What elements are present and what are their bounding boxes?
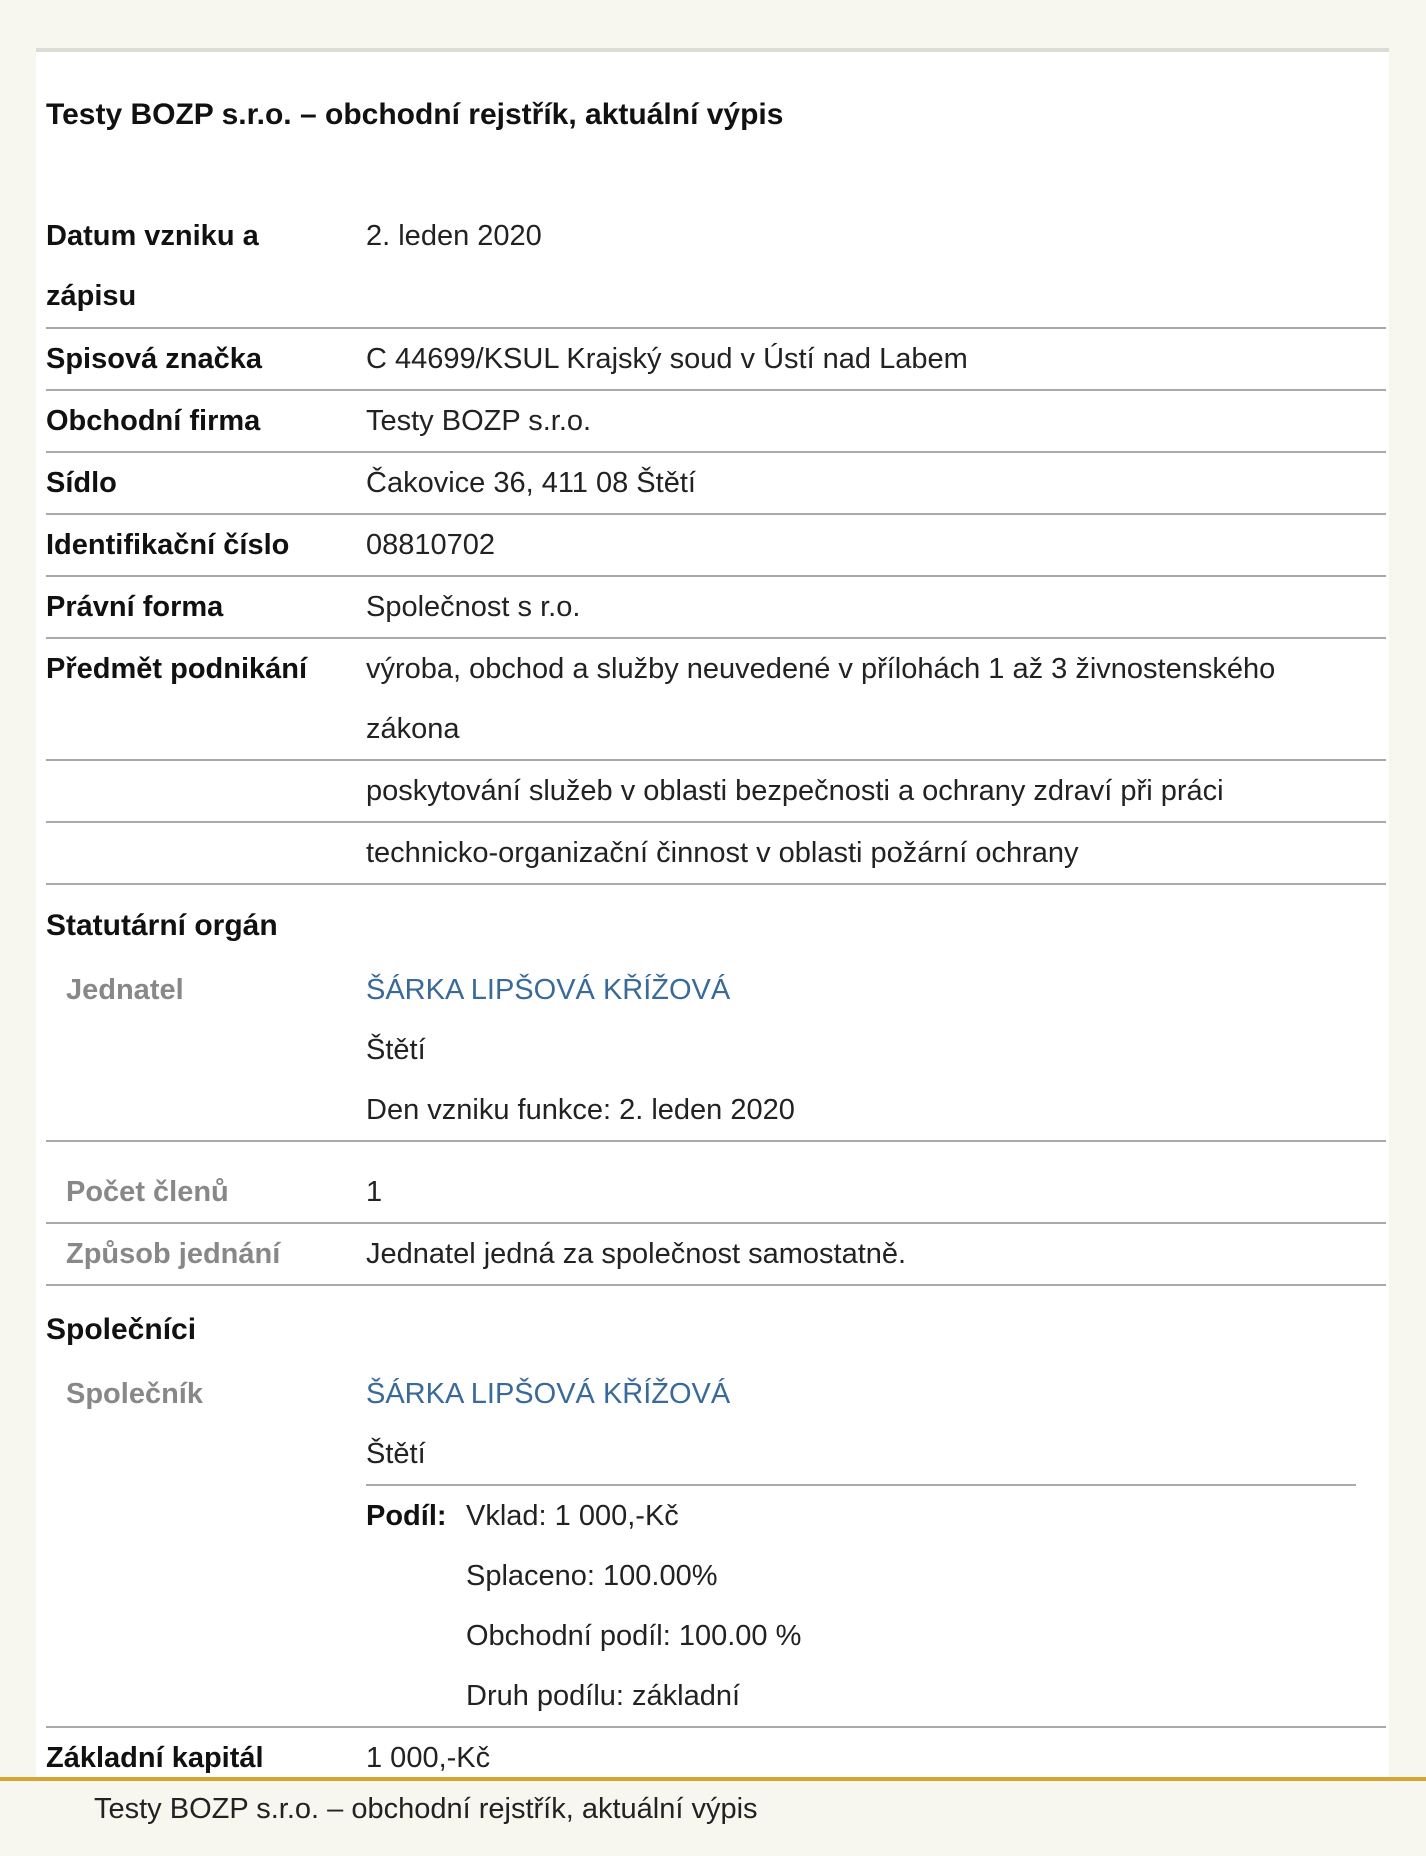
label-pocet-clenu: Počet členů xyxy=(66,1176,229,1208)
row-datum-vzniku xyxy=(46,204,1386,329)
section-spolecnici: Společníci xyxy=(46,1313,197,1346)
label-predmet-podnikani: Předmět podnikání xyxy=(46,653,308,685)
value-zakladni-kapital: 1 000,-Kč xyxy=(366,1742,491,1774)
value-splaceno: Splaceno: 100.00% xyxy=(466,1560,718,1592)
section-statutarni-organ: Statutární orgán xyxy=(46,909,278,942)
value-predmet-item3: technicko-organizační činnost v oblasti požární ochrany xyxy=(366,837,1079,869)
page-footer xyxy=(0,1777,1426,1856)
row-predmet-item3 xyxy=(46,823,1386,885)
row-identifikacni-cislo xyxy=(46,515,1386,577)
value-identifikacni-cislo: 08810702 xyxy=(366,529,496,561)
label-zpusob-jednani: Způsob jednání xyxy=(66,1238,281,1270)
label-zakladni-kapital: Základní kapitál xyxy=(46,1742,264,1774)
value-sidlo: Čakovice 36, 411 08 Štětí xyxy=(366,467,696,499)
link-spolecnik-name[interactable]: ŠÁRKA LIPŠOVÁ KŘÍŽOVÁ xyxy=(366,1378,731,1410)
value-druh-podilu: Druh podílu: základní xyxy=(466,1680,741,1712)
row-obchodni-firma xyxy=(46,391,1386,453)
value-datum-vzniku: 2. leden 2020 xyxy=(366,220,542,252)
row-spolecnik xyxy=(46,1364,1386,1728)
row-jednatel xyxy=(46,960,1386,1142)
value-pocet-clenu: 1 xyxy=(366,1176,383,1208)
value-obchodni-firma: Testy BOZP s.r.o. xyxy=(366,405,592,437)
label-jednatel: Jednatel xyxy=(66,974,184,1006)
row-predmet-item2 xyxy=(46,761,1386,823)
register-extract-card xyxy=(36,48,1389,1777)
value-spolecnik-city: Štětí xyxy=(366,1438,426,1470)
value-predmet-line2: zákona xyxy=(366,713,460,745)
row-predmet-podnikani xyxy=(46,639,1386,761)
value-zpusob-jednani: Jednatel jedná za společnost samostatně. xyxy=(366,1238,907,1270)
row-pravni-forma xyxy=(46,577,1386,639)
value-spisova-znacka: C 44699/KSUL Krajský soud v Ústí nad Labem xyxy=(366,343,968,375)
label-identifikacni-cislo: Identifikační číslo xyxy=(46,529,290,561)
label-podil: Podíl: xyxy=(366,1500,447,1532)
value-vklad: Vklad: 1 000,-Kč xyxy=(466,1500,679,1532)
label-spisova-znacka: Spisová značka xyxy=(46,343,262,375)
value-jednatel-since: Den vzniku funkce: 2. leden 2020 xyxy=(366,1094,795,1126)
value-jednatel-city: Štětí xyxy=(366,1034,426,1066)
value-predmet-line1: výroba, obchod a služby neuvedené v přílohách 1 až 3 živnostenského xyxy=(366,653,1276,685)
link-jednatel-name[interactable]: ŠÁRKA LIPŠOVÁ KŘÍŽOVÁ xyxy=(366,974,731,1006)
footer-title: Testy BOZP s.r.o. – obchodní rejstřík, aktuální výpis xyxy=(94,1793,758,1825)
value-predmet-item2: poskytování služeb v oblasti bezpečnosti a ochrany zdraví při práci xyxy=(366,775,1224,807)
row-sidlo xyxy=(46,453,1386,515)
value-pravni-forma: Společnost s r.o. xyxy=(366,591,581,623)
row-spisova-znacka xyxy=(46,329,1386,391)
row-pocet-clenu xyxy=(46,1162,1386,1224)
page-title: Testy BOZP s.r.o. – obchodní rejstřík, aktuální výpis xyxy=(46,98,784,131)
label-obchodni-firma: Obchodní firma xyxy=(46,405,261,437)
label-sidlo: Sídlo xyxy=(46,467,117,499)
label-pravni-forma: Právní forma xyxy=(46,591,224,623)
row-zpusob-jednani xyxy=(46,1224,1386,1286)
value-obchodni-podil: Obchodní podíl: 100.00 % xyxy=(466,1620,802,1652)
label-datum-vzniku: Datum vzniku a zápisu xyxy=(46,220,259,312)
label-spolecnik: Společník xyxy=(66,1378,203,1410)
